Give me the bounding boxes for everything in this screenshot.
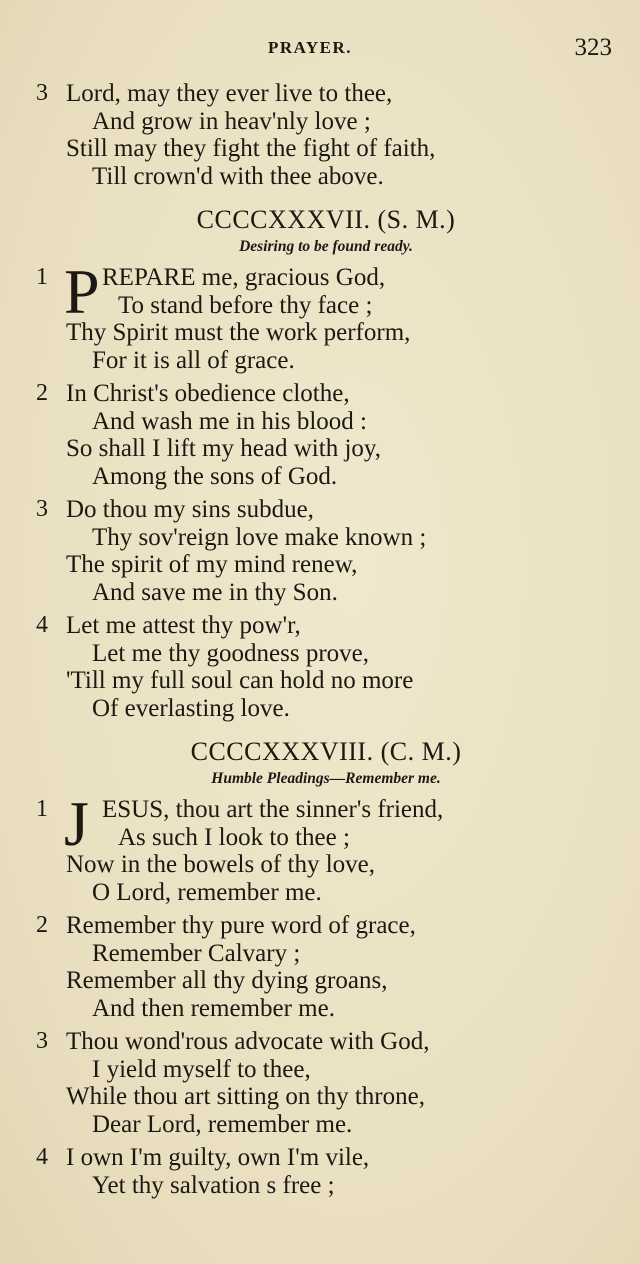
verse-line: Let me attest thy pow'r, [66, 612, 301, 639]
verse-line: I yield myself to thee, [92, 1055, 311, 1083]
verse-line: Among the sons of God. [92, 462, 338, 490]
hymn-title: CCCCXXXVIII. (C. M.) [190, 737, 462, 766]
hymn-437 [36, 204, 616, 722]
verse-line: Remember all thy dying groans, [66, 967, 388, 994]
hymn-subtitle: Desiring to be found ready. [239, 238, 413, 255]
verse-1 [36, 256, 616, 374]
page-number: 323 [574, 34, 612, 61]
verse-number: 4 [36, 612, 48, 638]
verse-line: Till crown'd with thee above. [92, 162, 384, 190]
verse-number: 2 [36, 380, 48, 406]
verse-number: 4 [36, 1144, 48, 1170]
verse-number: 1 [36, 264, 48, 290]
verse-line: Thy Spirit must the work perform, [66, 319, 411, 346]
verse-line: In Christ's obedience clothe, [66, 380, 350, 407]
verse-line: Lord, may they ever live to thee, [66, 80, 393, 107]
verse-line: And grow in heav'nly love ; [92, 107, 371, 135]
verse-4 [36, 1144, 616, 1199]
verse-line: While thou art sitting on thy throne, [66, 1083, 425, 1110]
verse-number: 3 [36, 80, 48, 106]
verse-number: 3 [36, 1028, 48, 1054]
verse-line: Remember Calvary ; [92, 939, 301, 967]
verse-4 [36, 612, 616, 722]
verse-2 [36, 380, 616, 490]
page-content [36, 80, 616, 1205]
verse-line: So shall I lift my head with joy, [66, 435, 382, 462]
verse-line: For it is all of grace. [92, 346, 295, 374]
hymn-title: CCCCXXXVII. (S. M.) [196, 205, 456, 234]
drop-cap: P [64, 256, 100, 327]
drop-cap: J [64, 788, 89, 859]
verse-line: Of everlasting love. [92, 694, 290, 722]
verse-line: Still may they fight the fight of faith, [66, 135, 436, 162]
verse-line: Now in the bowels of thy love, [66, 851, 375, 878]
verse-2 [36, 912, 616, 1022]
verse-line: Remember thy pure word of grace, [66, 912, 416, 939]
verse-line: And then remember me. [92, 994, 335, 1022]
hymn-subtitle: Humble Pleadings—Remember me. [211, 770, 441, 787]
verse-number: 3 [36, 496, 48, 522]
hymn-438 [36, 736, 616, 1199]
verse-line: Yet thy salvation s free ; [92, 1171, 335, 1199]
verse-line: REPARE me, gracious God, [102, 264, 386, 291]
verse-line: Thy sov'reign love make known ; [92, 523, 427, 551]
verse-line: To stand before thy face ; [118, 291, 373, 319]
verse-number: 1 [36, 796, 48, 822]
verse-line: And save me in thy Son. [92, 578, 338, 606]
verse-line: O Lord, remember me. [92, 878, 322, 906]
verse-3 [36, 1028, 616, 1138]
verse-line: Thou wond'rous advocate with God, [66, 1028, 430, 1055]
running-head: PRAYER. [268, 38, 353, 57]
verse-line: 'Till my full soul can hold no more [66, 667, 414, 694]
verse-line: I own I'm guilty, own I'm vile, [66, 1144, 370, 1171]
verse-continued [36, 80, 616, 190]
verse-line: ESUS, thou art the sinner's friend, [102, 796, 444, 823]
verse-3 [36, 496, 616, 606]
verse-line: Let me thy goodness prove, [92, 639, 370, 667]
verse-1 [36, 788, 616, 906]
verse-line: Do thou my sins subdue, [66, 496, 314, 523]
page-header [0, 34, 640, 64]
verse-number: 2 [36, 912, 48, 938]
verse-line: Dear Lord, remember me. [92, 1110, 353, 1138]
verse-line: As such I look to thee ; [118, 823, 350, 851]
verse-line: And wash me in his blood : [92, 407, 367, 435]
verse-line: The spirit of my mind renew, [66, 551, 358, 578]
